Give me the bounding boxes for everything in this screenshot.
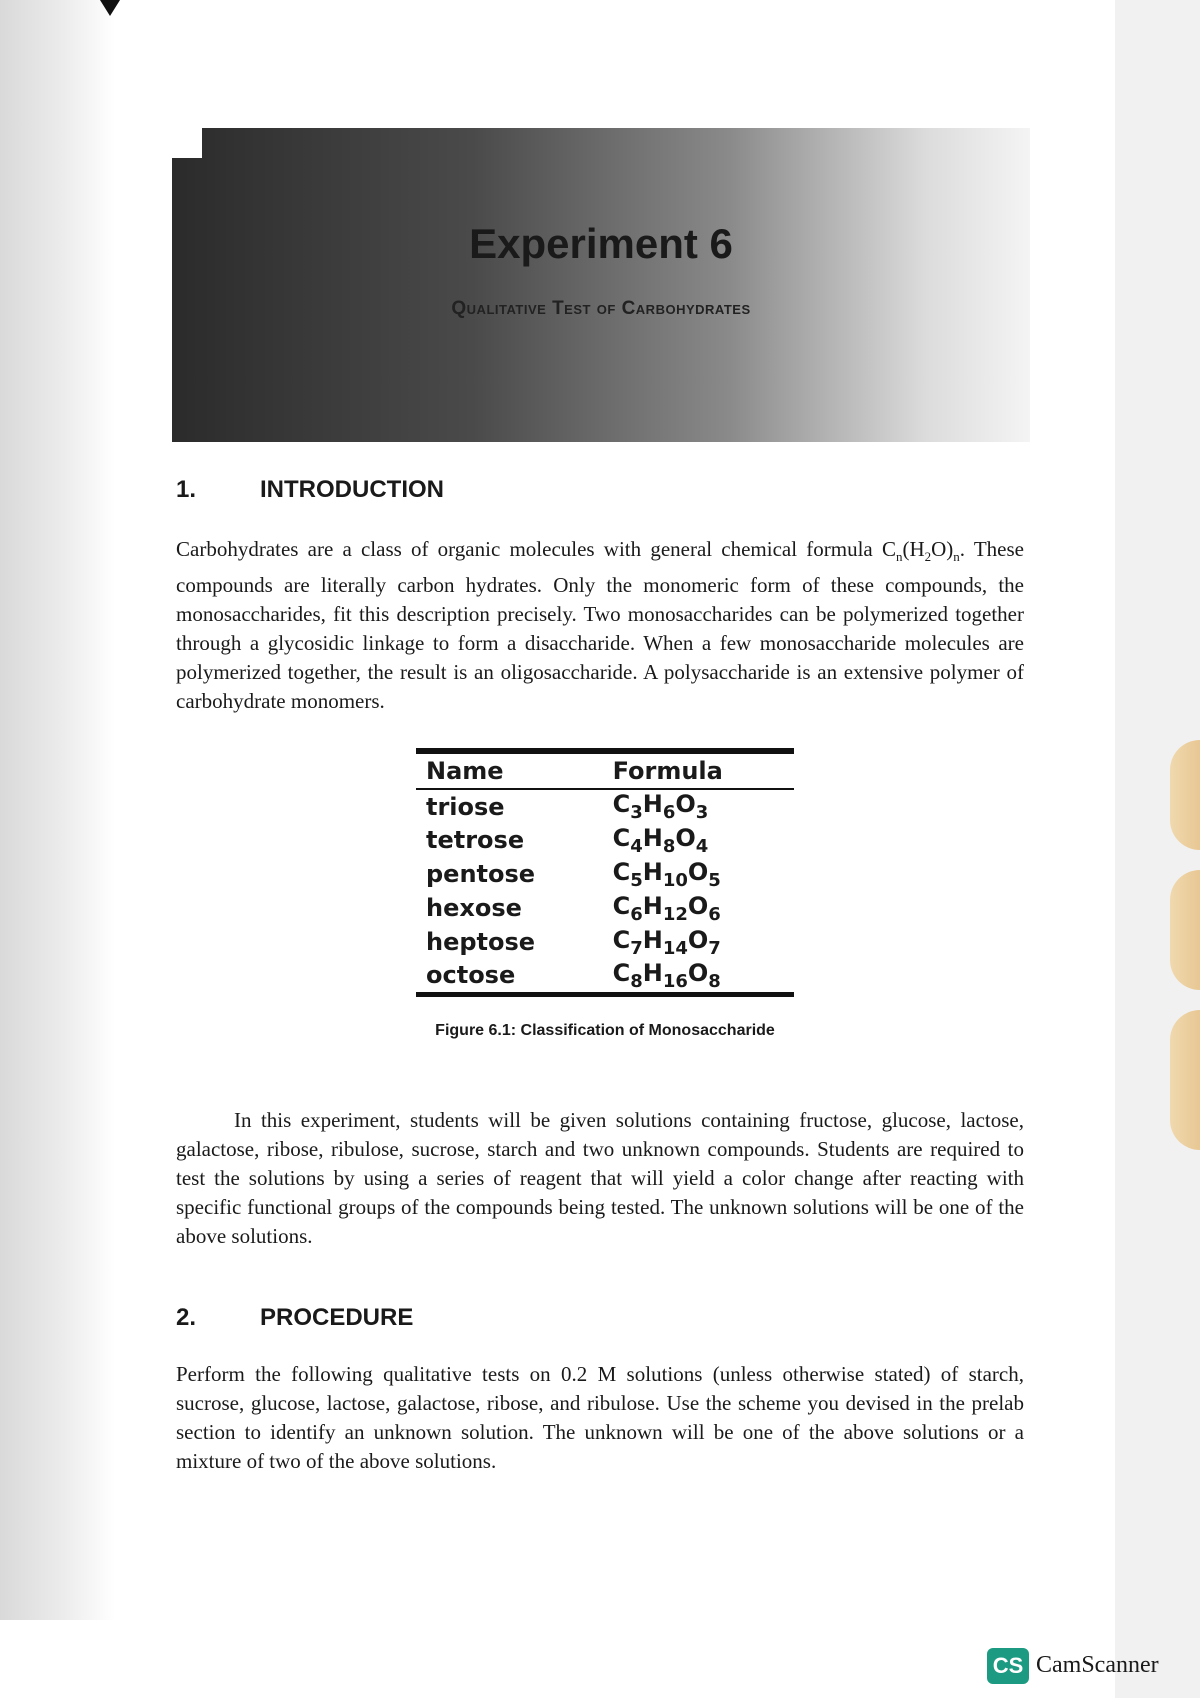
monosaccharide-name: triose: [426, 792, 505, 821]
atom-count: 5: [708, 869, 721, 891]
element-symbol: H: [642, 891, 663, 920]
page-subtitle: Qualitative Test of Carbohydrates: [451, 298, 751, 319]
section-title: PROCEDURE: [260, 1304, 414, 1331]
section-heading-procedure: [176, 1304, 413, 1332]
element-symbol: C: [612, 925, 631, 954]
table-row: [416, 789, 794, 823]
page-title: Experiment 6: [469, 220, 733, 267]
scan-corner-mark: [100, 0, 120, 16]
atom-count: 10: [662, 869, 688, 891]
element-symbol: H: [642, 925, 663, 954]
atom-count: 4: [695, 835, 709, 857]
monosaccharide-name: octose: [426, 961, 516, 990]
molecular-formula: [609, 789, 794, 823]
monosaccharide-table: [416, 748, 794, 997]
scan-page-edge: [1115, 0, 1200, 1698]
formula-subscript: 2: [924, 549, 932, 565]
scan-page-shadow: [0, 0, 115, 1620]
formula-part: (H: [902, 537, 925, 561]
element-symbol: C: [612, 857, 631, 886]
element-symbol: O: [675, 790, 696, 819]
atom-count: 6: [630, 903, 643, 925]
camscanner-logo: CS: [987, 1648, 1029, 1684]
table-row: [416, 959, 794, 994]
atom-count: 8: [708, 970, 721, 992]
element-symbol: O: [675, 823, 696, 852]
atom-count: 8: [630, 970, 643, 992]
element-symbol: O: [687, 857, 709, 886]
camscanner-watermark: CamScanner: [1036, 1652, 1159, 1678]
molecular-formula: [609, 857, 794, 891]
section-number: 1.: [176, 476, 197, 503]
atom-count: 12: [662, 903, 688, 925]
procedure-paragraph: Perform the following qualitative tests on 0.2 M solutions (unless otherwise stated) of starch, sucrose, glucose, lactose, galactose, ribose, and ribulose. Use the scheme you devised in the prelab section to identify an unknown solution. The unknown will be one of the above solutions or a mixture of two of the above solutions.: [176, 1362, 1024, 1473]
chapter-banner: [172, 128, 1030, 442]
table-row: [416, 823, 794, 857]
table-row: [416, 857, 794, 891]
monosaccharide-name: heptose: [426, 928, 536, 956]
column-header-formula: Formula: [609, 751, 794, 789]
element-symbol: O: [687, 925, 709, 954]
atom-count: 7: [630, 937, 643, 959]
monosaccharide-name: hexose: [426, 894, 522, 922]
element-symbol: H: [642, 959, 663, 987]
element-symbol: C: [612, 790, 631, 819]
atom-count: 4: [630, 835, 643, 857]
banner-notch: [172, 128, 202, 158]
section-heading-introduction: [176, 476, 444, 504]
molecular-formula: [609, 891, 794, 925]
monosaccharide-name: tetrose: [426, 826, 525, 854]
molecular-formula: [609, 925, 794, 959]
molecular-formula: [609, 823, 794, 857]
figure-caption: Figure 6.1: Classification of Monosaccharide: [435, 1022, 775, 1039]
element-symbol: C: [612, 823, 631, 852]
formula-part: O): [931, 537, 954, 561]
scan-finger: [1170, 870, 1200, 990]
atom-count: 7: [708, 937, 721, 959]
molecular-formula: [609, 959, 794, 994]
table-row: [416, 891, 794, 925]
element-symbol: C: [612, 891, 631, 920]
element-symbol: O: [687, 959, 709, 987]
atom-count: 8: [662, 835, 676, 857]
atom-count: 6: [708, 903, 721, 925]
experiment-paragraph: In this experiment, students will be given solutions containing fructose, glucose, lactose, galactose, ribose, ribulose, sucrose, starch and two unknown compounds. Students are required to test the solutions by using a series of reagent that will yield a color change after reacting with specific functional groups of the compounds being tested. The unknown solutions will be one of the above solutions.: [176, 1108, 1024, 1248]
intro-text: . These compounds are literally carbon hydrates. Only the monomeric form of these compounds, the monosaccharides, fit this description precisely. Two monosaccharides can be polymerized together through a glycosidic linkage to form a disaccharide. When a few monosaccharide molecules are polymerized together, the result is an oligosaccharide. A polysaccharide is an extensive polymer of carbohydrate monomers.: [176, 537, 1024, 714]
element-symbol: H: [642, 823, 663, 852]
atom-count: 14: [662, 937, 688, 959]
intro-paragraph: [176, 535, 1024, 716]
element-symbol: C: [612, 959, 631, 987]
atom-count: 5: [630, 869, 643, 891]
atom-count: 3: [695, 801, 709, 823]
column-header-name: Name: [416, 751, 609, 789]
element-symbol: H: [642, 790, 663, 819]
table-row: [416, 925, 794, 959]
scan-finger: [1170, 740, 1200, 850]
atom-count: 16: [662, 970, 688, 992]
atom-count: 6: [662, 801, 676, 823]
scan-finger: [1170, 1010, 1200, 1150]
formula-subscript: n: [953, 549, 960, 565]
intro-text: Carbohydrates are a class of organic molecules with general chemical formula C: [176, 537, 896, 561]
section-title: INTRODUCTION: [260, 476, 444, 503]
formula-subscript: n: [895, 549, 903, 565]
element-symbol: H: [642, 857, 663, 886]
section-number: 2.: [176, 1304, 197, 1331]
table-body: [416, 789, 794, 994]
monosaccharide-name: pentose: [426, 860, 536, 888]
element-symbol: O: [687, 891, 709, 920]
atom-count: 3: [630, 801, 643, 823]
table-header-row: [416, 751, 794, 789]
